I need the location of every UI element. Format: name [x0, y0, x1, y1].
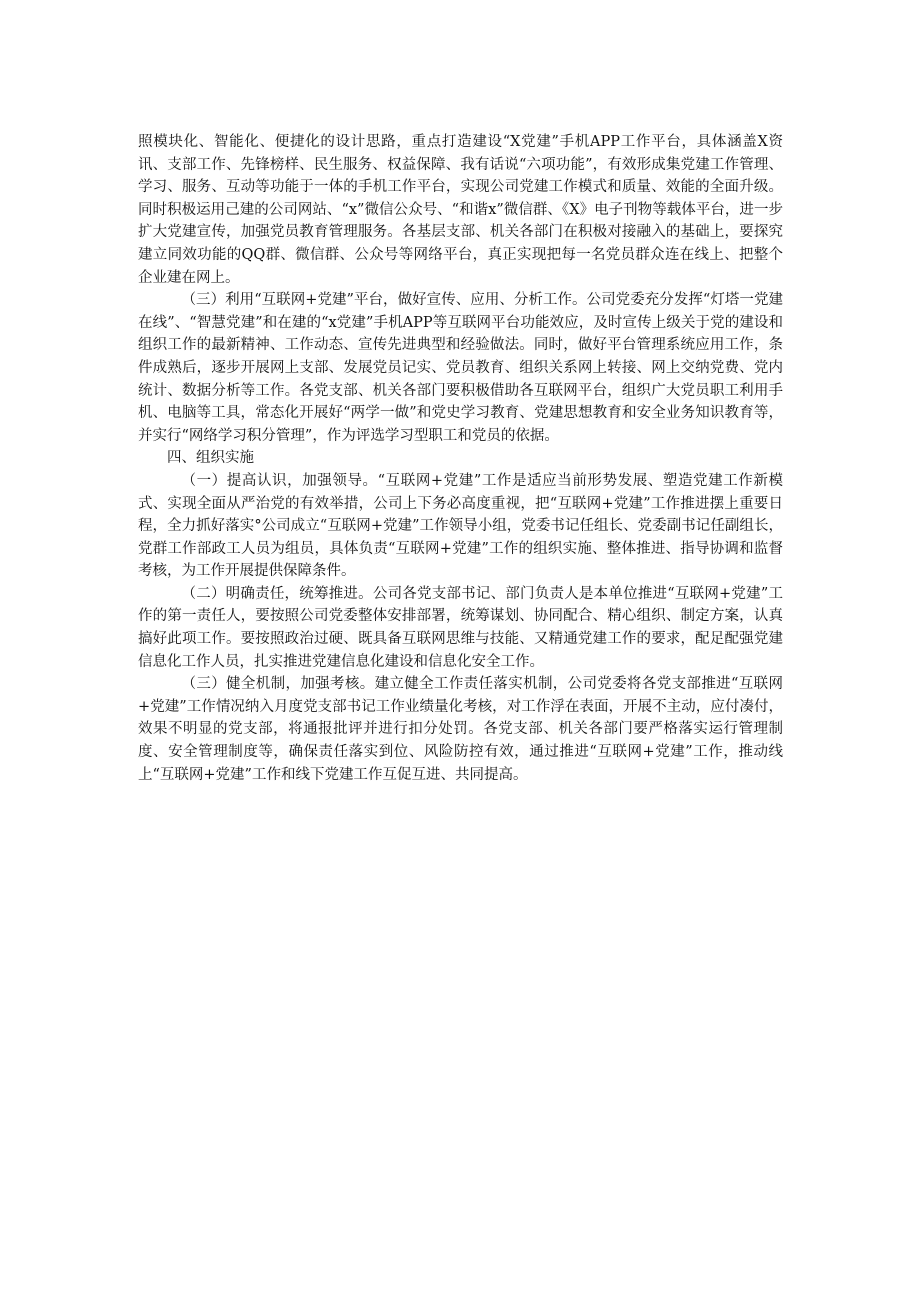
- paragraph-improve-mechanism: （三）健全机制，加强考核。建立健全工作责任落实机制，公司党委将各党支部推进“互联网+党建”工作情况纳入月度党支部书记工作业绩量化考核，对工作浮在表面，开展不主动，应付凑付，效果不明显的党支部，将通报批评并进行扣分处罚。各党支部、机关各部门要严格落实运行管理制度、安全管理制度等，确保责任落实到位、风险防控有效，通过推进“互联网+党建”工作，推动线上“互联网+党建”工作和线下党建工作互促互进、共同提高。: [138, 676, 783, 783]
- paragraph-clarify-responsibility: （二）明确责任，统筹推进。公司各党支部书记、部门负责人是本单位推进“互联网+党建”工作的第一责任人，要按照公司党委整体安排部署，统筹谋划、协同配合、精心组织、制定方案，认真搞好此项工作。要按照政治过硬、既具备互联网思维与技能、又精通党建工作的要求，配足配强党建信息化工作人员，扎实推进党建信息化建设和信息化安全工作。: [138, 585, 783, 670]
- paragraph-raise-awareness: （一）提高认识，加强领导。“互联网+党建”工作是适应当前形势发展、塑造党建工作新模式、实现全面从严治党的有效举措，公司上下务必高度重视，把“互联网+党建”工作推进摆上重要日程，全力抓好落实°公司成立“互联网+党建”工作领导小组，党委书记任组长、党委副书记任副组长，党群工作部政工人员为组员，具体负责“互联网+党建”工作的组织实施、整体推进、指导协调和监督考核，为工作开展提供保障条件。: [138, 472, 783, 580]
- section-heading-organization: 四、组织实施: [167, 450, 254, 467]
- paragraph-use-platform: （三）利用“互联网+党建”平台，做好宣传、应用、分析工作。公司党委充分发挥“灯塔一党建在线”、“智慧党建”和在建的“x党建”手机APP等互联网平台功能效应，及时宣传上级关于党的建设和组织工作的最新精神、工作动态、宣传先进典型和经验做法。同时，做好平台管理系统应用工作，条件成熟后，逐步开展网上支部、发展党员记实、党员教育、组织关系网上转接、网上交纳党费、党内统计、数据分析等工作。各党支部、机关各部门要积极借助各互联网平台，组织广大党员职工利用手机、电脑等工具，常态化开展好“两学一做”和党史学习教育、党建思想教育和安全业务知识教育等，并实行“网络学习积分管理”，作为评选学习型职工和党员的依据。: [138, 292, 783, 444]
- document-body: [138, 131, 783, 786]
- paragraph-platform-design: 照模块化、智能化、便捷化的设计思路，重点打造建设“X党建”手机APP工作平台，具体涵盖X资讯、支部工作、先锋榜样、民生服务、权益保障、我有话说“六项功能”，有效形成集党建工作管理、学习、服务、互动等功能于一体的手机工作平台，实现公司党建工作模式和质量、效能的全面升级。同时积极运用己建的公司网站、“x”微信公众号、“和谐x”微信群、《X》电子刊物等载体平台，进一步扩大党建宣传，加强党员教育管理服务。各基层支部、机关各部门在积极对接融入的基础上，要探究建立同效功能的QQ群、微信群、公众号等网络平台，真正实现把每一名党员群众连在线上、把整个企业建在网上。: [138, 134, 783, 286]
